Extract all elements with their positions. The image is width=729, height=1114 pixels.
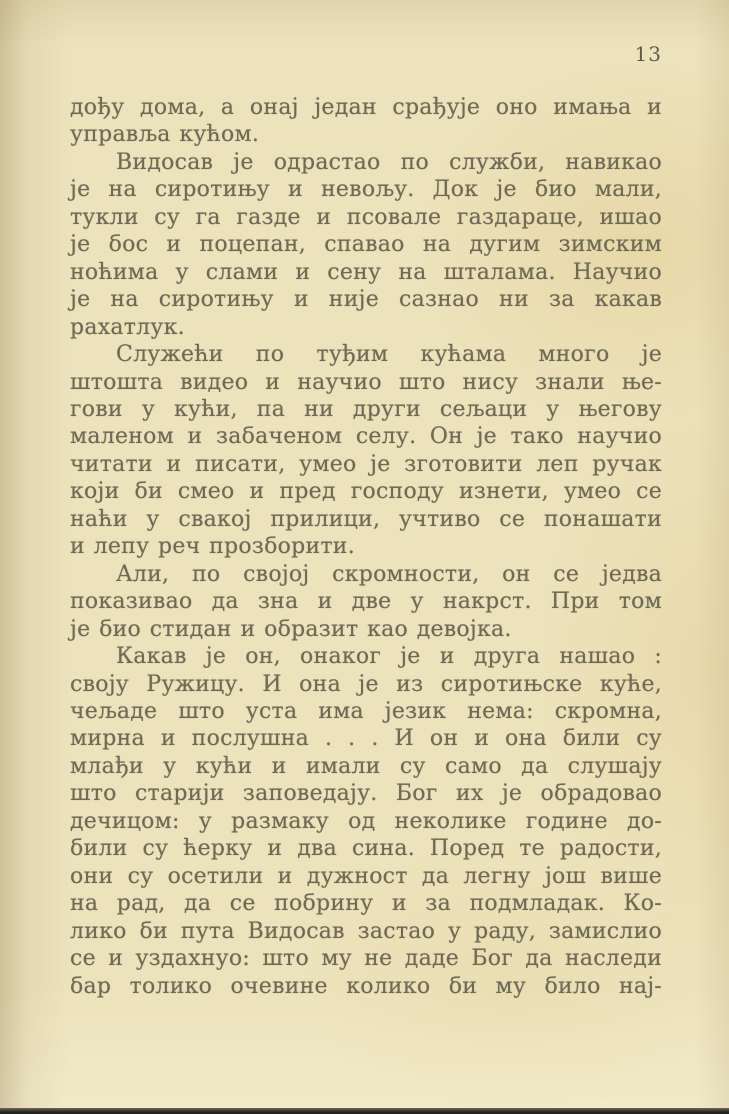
text-line: млађи у кући и имали су само да слушају [70, 753, 662, 779]
text-line: Какав је он, онаког је и друга нашао : [116, 644, 662, 670]
text-block [70, 94, 662, 1000]
text-line: је био стидан и образит као девојка. [70, 616, 512, 642]
text-line: тукли су га газде и псовале газдараце, ишао [70, 204, 662, 230]
text-line: је на сиротињу и није сазнао ни за какав [70, 287, 662, 313]
text-line: гови у кући, па ни други сељаци у његову [70, 396, 662, 422]
text-line: је бос и поцепан, спавао на дугим зимским [70, 232, 662, 258]
text-line: бар толико очевине колико би му било нај- [70, 973, 662, 999]
text-line: дођу дома, а онај један срађује оно имања и [70, 95, 662, 120]
text-line: на рад, да се побрину и за подмладак. Ко- [70, 891, 662, 917]
text-line: показивао да зна и две у накрст. При том [70, 589, 662, 615]
scan-edge-bottom [0, 1108, 729, 1114]
text-line: Видосав је одрастао по служби, навикао [116, 149, 662, 175]
text-line: управља кућом. [70, 122, 260, 148]
text-line: ноћима у слами и сену на шталама. Научио [70, 259, 662, 285]
text-line: читати и писати, умео је зготовити леп ручак [70, 451, 662, 477]
text-line: штошта видео и научио што нису знали ње- [70, 369, 662, 395]
text-line: који би смео и пред господу изнети, умео се [70, 479, 662, 505]
text-line: Али, по својој скромности, он се једва [116, 561, 662, 587]
text-line: и лепу реч прозборити. [70, 534, 355, 560]
folio-page-number: 13 [634, 42, 662, 66]
text-line: мирна и послушна . . . И он и она били су [70, 726, 662, 752]
text-line: рахатлук. [70, 314, 185, 340]
text-line: наћи у свакој прилици, учтиво се понашати [70, 506, 662, 532]
text-line: дечицом: у размаку од неколике године до- [70, 808, 662, 834]
text-line: је на сиротињу и невољу. Док је био мали, [70, 177, 662, 203]
text-line: маленом и забаченом селу. Он је тако научио [70, 424, 662, 450]
text-line: своју Ружицу. И она је из сиротињске куће, [70, 671, 662, 697]
text-line: чељаде што уста има језик нема: скромна, [70, 698, 662, 724]
text-line: Служећи по туђим кућама много је [116, 342, 662, 368]
text-line: се и уздахнуо: што му не даде Бог да наследи [70, 946, 662, 972]
text-line: лико би пута Видосав застао у раду, замислио [70, 918, 662, 944]
text-line: били су ћерку и два сина. Поред те радости, [70, 836, 662, 862]
text-line: што старији заповедају. Бог их је обрадовао [70, 781, 662, 807]
text-line: они су осетили и дужност да легну још више [70, 863, 662, 889]
